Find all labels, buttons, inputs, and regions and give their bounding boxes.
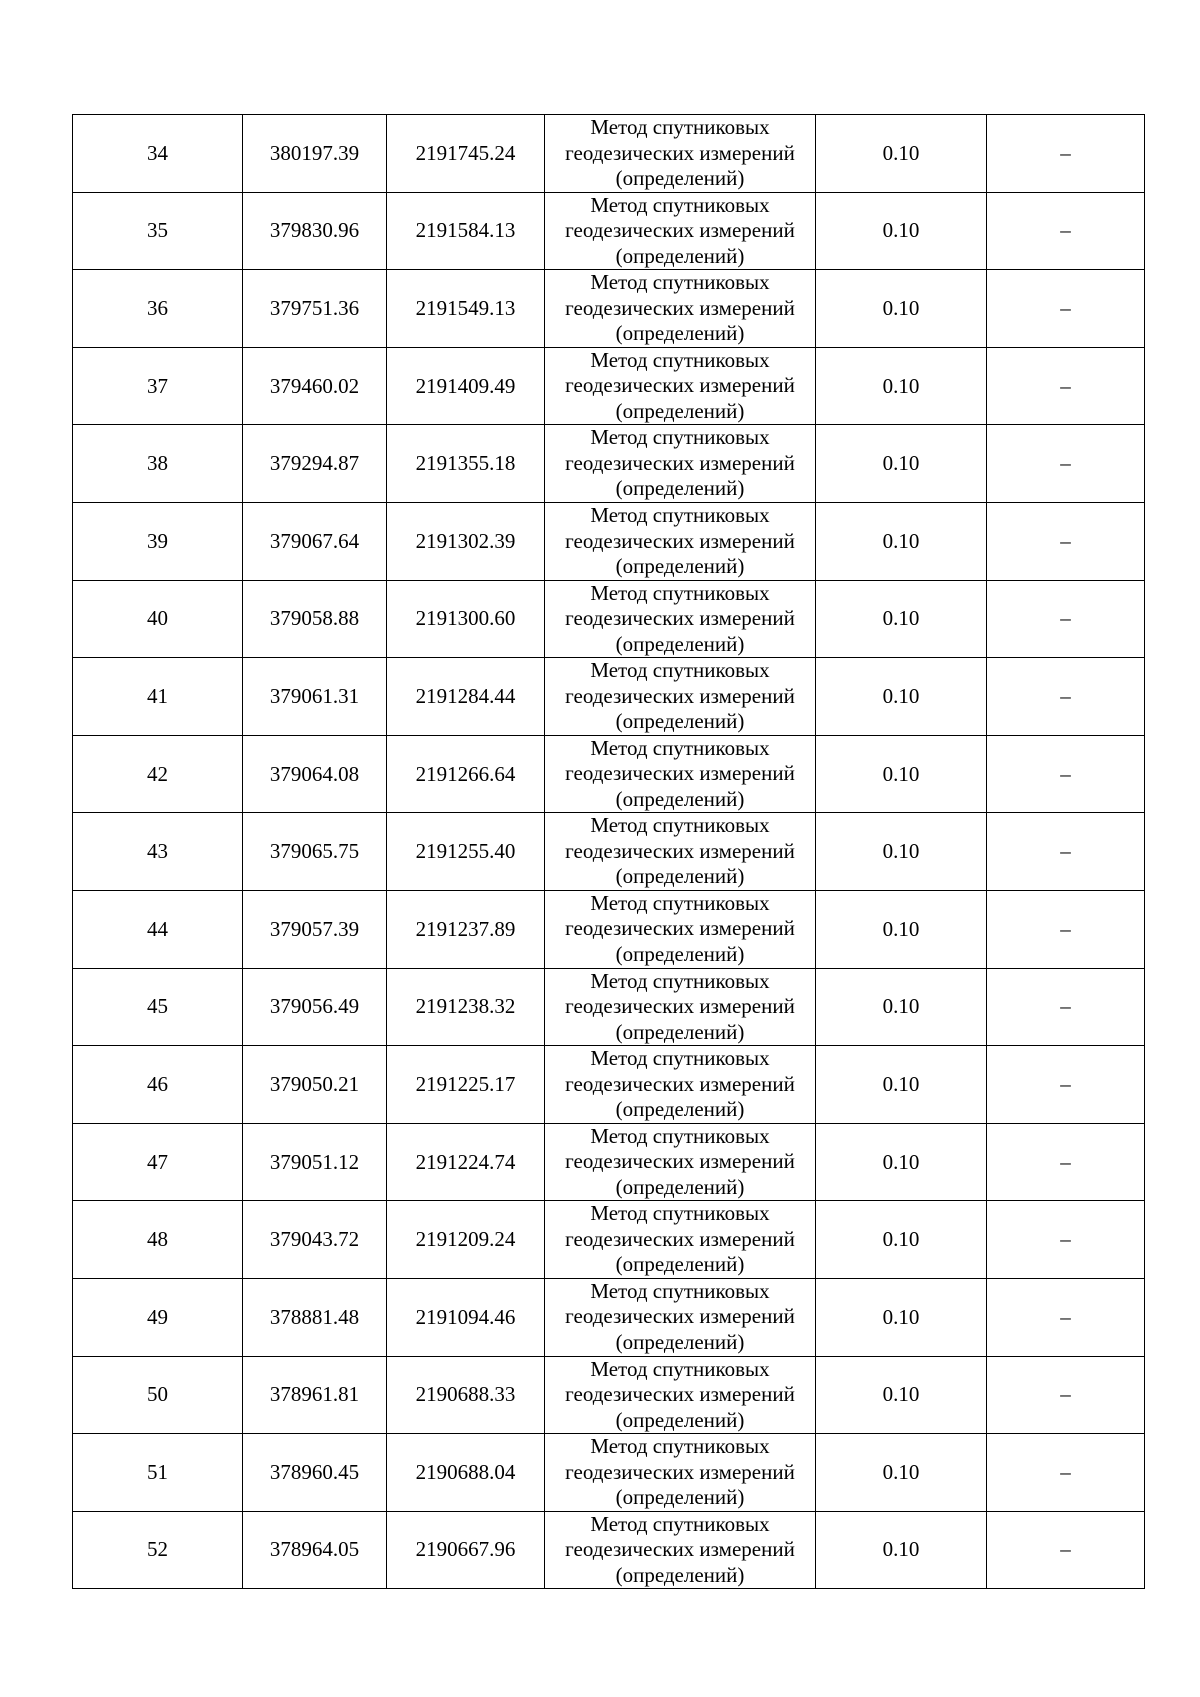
method-line: геодезических измерений [565,1149,795,1174]
method-cell [545,425,816,503]
point-number-cell: 37 [73,347,243,425]
y-coordinate-cell: 2191266.64 [387,735,545,813]
point-number-cell: 44 [73,890,243,968]
point-number-cell: 34 [73,115,243,193]
method-cell [545,192,816,270]
x-coordinate-cell: 379061.31 [243,658,387,736]
y-coordinate-cell: 2190688.33 [387,1356,545,1434]
description-cell: – [987,1511,1145,1589]
y-coordinate-cell: 2191745.24 [387,115,545,193]
table-row [73,658,1145,736]
method-line: геодезических измерений [565,528,795,553]
method-line: Метод спутниковых [590,347,770,372]
method-line: геодезических измерений [565,373,795,398]
method-cell [545,890,816,968]
x-coordinate-cell: 378960.45 [243,1434,387,1512]
method-line: (определений) [615,166,745,191]
method-line: Метод спутниковых [590,658,770,683]
accuracy-cell: 0.10 [816,115,987,193]
accuracy-cell: 0.10 [816,1046,987,1124]
y-coordinate-cell: 2191237.89 [387,890,545,968]
method-line: Метод спутниковых [590,890,770,915]
x-coordinate-cell: 379065.75 [243,813,387,891]
x-coordinate-cell: 378964.05 [243,1511,387,1589]
x-coordinate-cell: 379050.21 [243,1046,387,1124]
method-line: (определений) [615,1407,745,1432]
table-row [73,1511,1145,1589]
point-number-cell: 41 [73,658,243,736]
method-line: Метод спутниковых [590,1123,770,1148]
accuracy-cell: 0.10 [816,813,987,891]
description-cell: – [987,347,1145,425]
y-coordinate-cell: 2191224.74 [387,1123,545,1201]
method-line: (определений) [615,631,745,656]
y-coordinate-cell: 2191355.18 [387,425,545,503]
method-line: (определений) [615,1329,745,1354]
point-number-cell: 42 [73,735,243,813]
method-line: геодезических измерений [565,606,795,631]
description-cell: – [987,1123,1145,1201]
y-coordinate-cell: 2191094.46 [387,1278,545,1356]
description-cell: – [987,1356,1145,1434]
accuracy-cell: 0.10 [816,347,987,425]
point-number-cell: 43 [73,813,243,891]
method-cell [545,735,816,813]
y-coordinate-cell: 2191209.24 [387,1201,545,1279]
method-line: Метод спутниковых [590,580,770,605]
description-cell: – [987,425,1145,503]
method-cell [545,813,816,891]
method-line: геодезических измерений [565,838,795,863]
accuracy-cell: 0.10 [816,502,987,580]
method-line: геодезических измерений [565,1459,795,1484]
table-row [73,502,1145,580]
x-coordinate-cell: 379751.36 [243,270,387,348]
method-line: Метод спутниковых [590,192,770,217]
description-cell: – [987,735,1145,813]
table-row [73,580,1145,658]
method-line: (определений) [615,1097,745,1122]
point-number-cell: 45 [73,968,243,1046]
point-number-cell: 46 [73,1046,243,1124]
method-line: геодезических измерений [565,1071,795,1096]
method-line: геодезических измерений [565,295,795,320]
table-row [73,813,1145,891]
x-coordinate-cell: 379294.87 [243,425,387,503]
method-line: (определений) [615,864,745,889]
y-coordinate-cell: 2191255.40 [387,813,545,891]
point-number-cell: 49 [73,1278,243,1356]
y-coordinate-cell: 2190688.04 [387,1434,545,1512]
method-line: геодезических измерений [565,1304,795,1329]
method-cell [545,1278,816,1356]
x-coordinate-cell: 378961.81 [243,1356,387,1434]
point-number-cell: 39 [73,502,243,580]
accuracy-cell: 0.10 [816,1434,987,1512]
method-line: Метод спутниковых [590,115,770,140]
method-cell [545,502,816,580]
method-line: Метод спутниковых [590,1278,770,1303]
method-cell [545,1123,816,1201]
accuracy-cell: 0.10 [816,735,987,813]
method-line: Метод спутниковых [590,270,770,295]
method-line: Метод спутниковых [590,1434,770,1459]
point-number-cell: 51 [73,1434,243,1512]
method-line: геодезических измерений [565,218,795,243]
method-line: геодезических измерений [565,1226,795,1251]
description-cell: – [987,890,1145,968]
method-line: Метод спутниковых [590,1201,770,1226]
accuracy-cell: 0.10 [816,1278,987,1356]
table-row [73,425,1145,503]
description-cell: – [987,658,1145,736]
table-row [73,115,1145,193]
point-number-cell: 36 [73,270,243,348]
x-coordinate-cell: 379056.49 [243,968,387,1046]
method-cell [545,580,816,658]
method-line: (определений) [615,476,745,501]
method-line: (определений) [615,554,745,579]
x-coordinate-cell: 379460.02 [243,347,387,425]
table-row [73,192,1145,270]
x-coordinate-cell: 379051.12 [243,1123,387,1201]
accuracy-cell: 0.10 [816,890,987,968]
x-coordinate-cell: 378881.48 [243,1278,387,1356]
description-cell: – [987,580,1145,658]
accuracy-cell: 0.10 [816,1123,987,1201]
method-cell [545,347,816,425]
method-cell [545,270,816,348]
table-row [73,1356,1145,1434]
y-coordinate-cell: 2191549.13 [387,270,545,348]
method-cell [545,968,816,1046]
accuracy-cell: 0.10 [816,1201,987,1279]
method-line: геодезических измерений [565,140,795,165]
method-line: геодезических измерений [565,683,795,708]
x-coordinate-cell: 379057.39 [243,890,387,968]
description-cell: – [987,968,1145,1046]
method-line: геодезических измерений [565,761,795,786]
y-coordinate-cell: 2191225.17 [387,1046,545,1124]
method-line: Метод спутниковых [590,503,770,528]
method-cell [545,115,816,193]
accuracy-cell: 0.10 [816,270,987,348]
coordinates-table [72,114,1145,1589]
accuracy-cell: 0.10 [816,580,987,658]
method-cell [545,1511,816,1589]
description-cell: – [987,1434,1145,1512]
method-line: геодезических измерений [565,450,795,475]
point-number-cell: 48 [73,1201,243,1279]
method-cell [545,1046,816,1124]
point-number-cell: 52 [73,1511,243,1589]
table-row [73,890,1145,968]
table-row [73,1046,1145,1124]
accuracy-cell: 0.10 [816,425,987,503]
method-line: геодезических измерений [565,1382,795,1407]
method-line: Метод спутниковых [590,1511,770,1536]
method-line: (определений) [615,786,745,811]
method-line: Метод спутниковых [590,813,770,838]
method-cell [545,658,816,736]
method-line: (определений) [615,1562,745,1587]
point-number-cell: 35 [73,192,243,270]
description-cell: – [987,115,1145,193]
y-coordinate-cell: 2191300.60 [387,580,545,658]
accuracy-cell: 0.10 [816,192,987,270]
method-line: Метод спутниковых [590,735,770,760]
table-row [73,1123,1145,1201]
description-cell: – [987,1278,1145,1356]
table-row [73,735,1145,813]
y-coordinate-cell: 2191584.13 [387,192,545,270]
method-cell [545,1201,816,1279]
accuracy-cell: 0.10 [816,1356,987,1434]
table-row [73,968,1145,1046]
point-number-cell: 38 [73,425,243,503]
point-number-cell: 40 [73,580,243,658]
y-coordinate-cell: 2191238.32 [387,968,545,1046]
method-cell [545,1356,816,1434]
table-row [73,1201,1145,1279]
x-coordinate-cell: 379064.08 [243,735,387,813]
x-coordinate-cell: 379067.64 [243,502,387,580]
y-coordinate-cell: 2190667.96 [387,1511,545,1589]
description-cell: – [987,192,1145,270]
method-line: (определений) [615,1174,745,1199]
method-line: геодезических измерений [565,916,795,941]
method-line: Метод спутниковых [590,1356,770,1381]
table-row [73,1434,1145,1512]
method-line: Метод спутниковых [590,1046,770,1071]
method-line: геодезических измерений [565,1537,795,1562]
description-cell: – [987,1201,1145,1279]
table-row [73,347,1145,425]
description-cell: – [987,270,1145,348]
x-coordinate-cell: 380197.39 [243,115,387,193]
table-row [73,1278,1145,1356]
method-cell [545,1434,816,1512]
accuracy-cell: 0.10 [816,1511,987,1589]
method-line: (определений) [615,398,745,423]
description-cell: – [987,502,1145,580]
x-coordinate-cell: 379830.96 [243,192,387,270]
method-line: (определений) [615,1252,745,1277]
method-line: геодезических измерений [565,994,795,1019]
accuracy-cell: 0.10 [816,968,987,1046]
point-number-cell: 50 [73,1356,243,1434]
x-coordinate-cell: 379058.88 [243,580,387,658]
y-coordinate-cell: 2191302.39 [387,502,545,580]
method-line: Метод спутниковых [590,425,770,450]
point-number-cell: 47 [73,1123,243,1201]
description-cell: – [987,1046,1145,1124]
description-cell: – [987,813,1145,891]
method-line: (определений) [615,321,745,346]
x-coordinate-cell: 379043.72 [243,1201,387,1279]
method-line: (определений) [615,243,745,268]
accuracy-cell: 0.10 [816,658,987,736]
method-line: (определений) [615,1485,745,1510]
y-coordinate-cell: 2191284.44 [387,658,545,736]
method-line: (определений) [615,709,745,734]
table-row [73,270,1145,348]
coordinates-table-body [73,115,1145,1589]
method-line: (определений) [615,1019,745,1044]
method-line: Метод спутниковых [590,968,770,993]
method-line: (определений) [615,941,745,966]
y-coordinate-cell: 2191409.49 [387,347,545,425]
